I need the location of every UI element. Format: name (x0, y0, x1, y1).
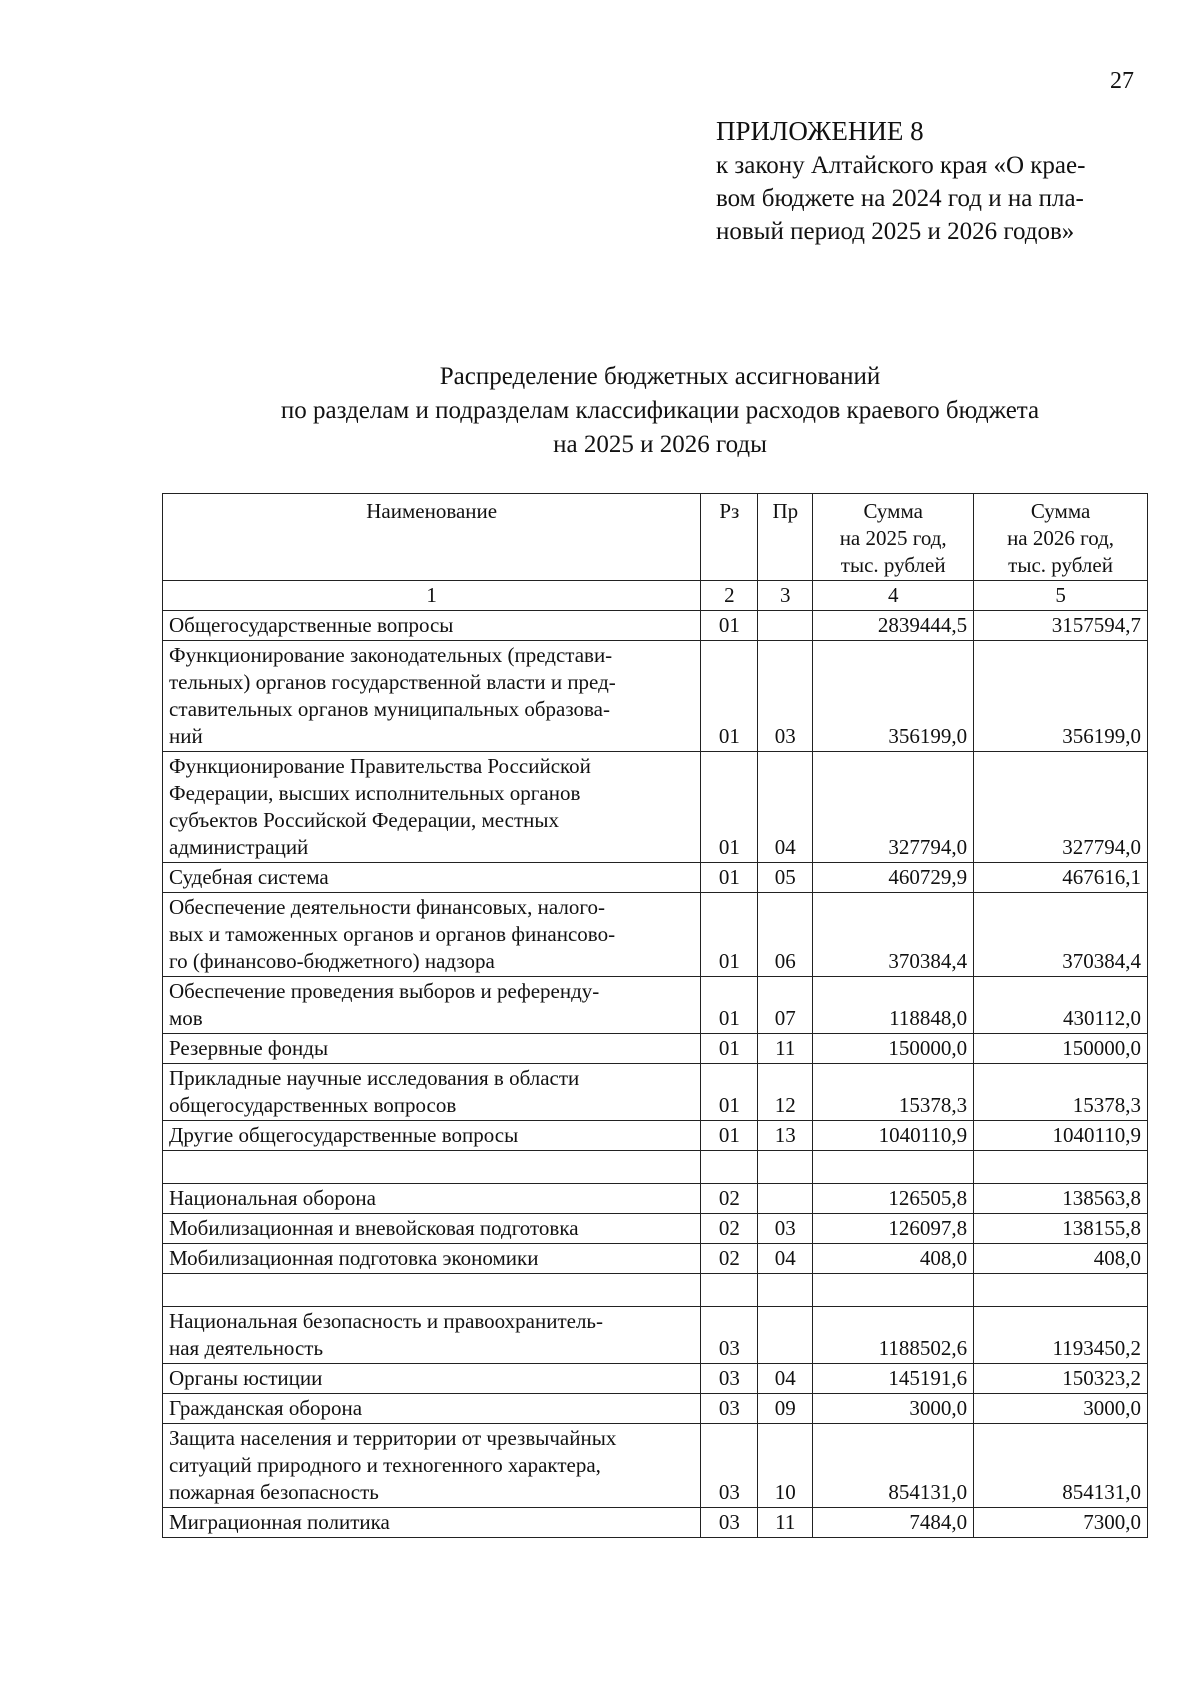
row-sum-2026: 150000,0 (974, 1034, 1148, 1064)
row-name (163, 1034, 701, 1064)
row-name-line: ставительных органов муниципальных образова- (169, 697, 610, 721)
header-name: Наименование (163, 494, 701, 581)
table-row (163, 1307, 1148, 1364)
row-pr: 05 (758, 863, 813, 893)
row-sum-2025: 126097,8 (813, 1214, 974, 1244)
table-row (163, 1121, 1148, 1151)
row-name (163, 863, 701, 893)
row-sum-2025: 854131,0 (813, 1424, 974, 1508)
table-row (163, 1034, 1148, 1064)
row-rz: 03 (701, 1307, 758, 1364)
row-name-line: Гражданская оборона (169, 1396, 363, 1420)
table-cell-empty (974, 1274, 1148, 1307)
row-sum-2025: 150000,0 (813, 1034, 974, 1064)
row-pr: 03 (758, 641, 813, 752)
row-sum-2026: 467616,1 (974, 863, 1148, 893)
table-row-empty (163, 1274, 1148, 1307)
row-sum-2026: 3000,0 (974, 1394, 1148, 1424)
title-line: по разделам и подразделам классификации расходов краевого бюджета (280, 397, 1040, 424)
row-name (163, 1214, 701, 1244)
row-name-line: субъектов Российской Федерации, местных (169, 808, 559, 832)
table-cell-empty (758, 1151, 813, 1184)
row-name (163, 1364, 701, 1394)
row-name-line: администраций (169, 835, 309, 859)
row-name-line: Национальная безопасность и правоохранитель- (169, 1309, 603, 1333)
table-row (163, 1394, 1148, 1424)
column-index: 5 (974, 581, 1148, 611)
row-name-line: Мобилизационная и вневойсковая подготовка (169, 1216, 579, 1240)
table-row (163, 1184, 1148, 1214)
table-row (163, 1064, 1148, 1121)
row-name-line: вых и таможенных органов и органов финансово- (169, 922, 616, 946)
row-name (163, 752, 701, 863)
row-sum-2025: 118848,0 (813, 977, 974, 1034)
row-name (163, 1184, 701, 1214)
row-rz: 01 (701, 1064, 758, 1121)
row-sum-2026: 430112,0 (974, 977, 1148, 1034)
document-title (200, 360, 1120, 462)
row-pr: 11 (758, 1508, 813, 1538)
row-rz: 02 (701, 1244, 758, 1274)
column-index: 2 (701, 581, 758, 611)
header-line: тыс. рублей (1008, 553, 1113, 577)
row-sum-2026: 854131,0 (974, 1424, 1148, 1508)
row-pr (758, 611, 813, 641)
row-rz: 03 (701, 1508, 758, 1538)
table-row (163, 752, 1148, 863)
row-name-line: Прикладные научные исследования в области (169, 1066, 580, 1090)
row-pr: 09 (758, 1394, 813, 1424)
row-sum-2025: 327794,0 (813, 752, 974, 863)
row-rz: 01 (701, 752, 758, 863)
row-name (163, 641, 701, 752)
row-sum-2026: 15378,3 (974, 1064, 1148, 1121)
table-row-empty (163, 1151, 1148, 1184)
row-name-line: Судебная система (169, 865, 329, 889)
row-sum-2026: 3157594,7 (974, 611, 1148, 641)
row-name-line: пожарная безопасность (169, 1480, 379, 1504)
row-name (163, 1064, 701, 1121)
table-row (163, 977, 1148, 1034)
row-name-line: Функционирование Правительства Российской (169, 754, 591, 778)
header-line: Сумма (1030, 499, 1091, 523)
row-pr: 12 (758, 1064, 813, 1121)
row-name (163, 611, 701, 641)
row-name-line: Органы юстиции (169, 1366, 323, 1390)
row-sum-2026: 370384,4 (974, 893, 1148, 977)
row-sum-2025: 2839444,5 (813, 611, 974, 641)
header-row (163, 494, 1148, 581)
header-line: тыс. рублей (840, 553, 946, 577)
table-row (163, 1214, 1148, 1244)
table-body (163, 611, 1148, 1538)
row-sum-2026: 138155,8 (974, 1214, 1148, 1244)
row-pr: 07 (758, 977, 813, 1034)
row-sum-2026: 138563,8 (974, 1184, 1148, 1214)
row-sum-2026: 1193450,2 (974, 1307, 1148, 1364)
row-sum-2026: 356199,0 (974, 641, 1148, 752)
row-name (163, 977, 701, 1034)
row-name-line: ний (169, 724, 203, 748)
table-cell-empty (758, 1274, 813, 1307)
row-rz: 01 (701, 1034, 758, 1064)
row-name-line: Мобилизационная подготовка экономики (169, 1246, 539, 1270)
appendix-line: вом бюджете на 2024 год и на пла- (716, 185, 1084, 212)
header-pr: Пр (758, 494, 813, 581)
row-pr: 04 (758, 752, 813, 863)
row-sum-2026: 408,0 (974, 1244, 1148, 1274)
row-name-line: го (финансово-бюджетного) надзора (169, 949, 495, 973)
table-row (163, 863, 1148, 893)
appendix-header (716, 113, 1085, 248)
row-name (163, 1121, 701, 1151)
appendix-line: новый период 2025 и 2026 годов» (716, 218, 1075, 245)
row-rz: 03 (701, 1424, 758, 1508)
row-pr: 13 (758, 1121, 813, 1151)
row-pr: 03 (758, 1214, 813, 1244)
row-name (163, 1508, 701, 1538)
row-name-line: Общегосударственные вопросы (169, 613, 454, 637)
header-line: на 2026 год, (1007, 526, 1115, 550)
row-pr: 11 (758, 1034, 813, 1064)
row-rz: 01 (701, 1121, 758, 1151)
row-rz: 03 (701, 1394, 758, 1424)
row-pr: 04 (758, 1364, 813, 1394)
row-rz: 01 (701, 863, 758, 893)
row-sum-2025: 3000,0 (813, 1394, 974, 1424)
row-name-line: ситуаций природного и техногенного характера, (169, 1453, 601, 1477)
row-sum-2025: 15378,3 (813, 1064, 974, 1121)
header-line: Сумма (863, 499, 923, 523)
row-name-line: Защита населения и территории от чрезвычайных (169, 1426, 617, 1450)
appendix-line: к закону Алтайского края «О крае- (716, 152, 1086, 179)
row-sum-2026: 150323,2 (974, 1364, 1148, 1394)
header-rz: Рз (701, 494, 758, 581)
table-row (163, 1244, 1148, 1274)
row-rz: 03 (701, 1364, 758, 1394)
row-rz: 01 (701, 641, 758, 752)
column-index-row (163, 581, 1148, 611)
row-name-line: общегосударственных вопросов (169, 1093, 457, 1117)
row-pr: 06 (758, 893, 813, 977)
column-index: 3 (758, 581, 813, 611)
table-cell-empty (813, 1151, 974, 1184)
row-name-line: Федерации, высших исполнительных органов (169, 781, 581, 805)
title-line: Распределение бюджетных ассигнований (439, 363, 881, 390)
row-name (163, 1307, 701, 1364)
table-cell-empty (813, 1274, 974, 1307)
table-row (163, 641, 1148, 752)
row-pr (758, 1184, 813, 1214)
column-index: 4 (813, 581, 974, 611)
row-name (163, 1394, 701, 1424)
row-name-line: Миграционная политика (169, 1510, 390, 1534)
table-row (163, 1364, 1148, 1394)
row-rz: 02 (701, 1184, 758, 1214)
row-sum-2025: 1040110,9 (813, 1121, 974, 1151)
row-rz: 01 (701, 893, 758, 977)
row-name-line: Резервные фонды (169, 1036, 329, 1060)
row-sum-2026: 327794,0 (974, 752, 1148, 863)
row-rz: 01 (701, 977, 758, 1034)
table-row (163, 611, 1148, 641)
table-cell-empty (163, 1274, 701, 1307)
row-sum-2025: 126505,8 (813, 1184, 974, 1214)
row-sum-2025: 356199,0 (813, 641, 974, 752)
table-cell-empty (163, 1151, 701, 1184)
row-name-line: Обеспечение проведения выборов и референду- (169, 979, 600, 1003)
header-line: на 2025 год, (839, 526, 947, 550)
row-name-line: тельных) органов государственной власти и пред- (169, 670, 616, 694)
row-name-line: Другие общегосударственные вопросы (169, 1123, 519, 1147)
header-sum-2026 (974, 494, 1148, 581)
row-sum-2025: 408,0 (813, 1244, 974, 1274)
row-name (163, 1244, 701, 1274)
row-name-line: Функционирование законодательных (представи- (169, 643, 613, 667)
header-sum-2025 (813, 494, 974, 581)
column-index: 1 (163, 581, 701, 611)
row-pr: 10 (758, 1424, 813, 1508)
row-pr (758, 1307, 813, 1364)
row-sum-2026: 7300,0 (974, 1508, 1148, 1538)
title-line: на 2025 и 2026 годы (553, 431, 767, 458)
row-sum-2026: 1040110,9 (974, 1121, 1148, 1151)
row-rz: 01 (701, 611, 758, 641)
row-name-line: Обеспечение деятельности финансовых, налого- (169, 895, 605, 919)
row-sum-2025: 370384,4 (813, 893, 974, 977)
table-row (163, 1508, 1148, 1538)
row-sum-2025: 145191,6 (813, 1364, 974, 1394)
row-name-line: Национальная оборона (169, 1186, 376, 1210)
row-name-line: мов (169, 1006, 203, 1030)
table-cell-empty (974, 1151, 1148, 1184)
table-cell-empty (701, 1151, 758, 1184)
budget-table (162, 493, 1148, 1538)
table-row (163, 893, 1148, 977)
row-name (163, 1424, 701, 1508)
table-row (163, 1424, 1148, 1508)
appendix-title: ПРИЛОЖЕНИЕ 8 (716, 116, 924, 146)
row-pr: 04 (758, 1244, 813, 1274)
row-name-line: ная деятельность (169, 1336, 324, 1360)
page-number: 27 (1110, 68, 1134, 94)
table-cell-empty (701, 1274, 758, 1307)
row-sum-2025: 1188502,6 (813, 1307, 974, 1364)
row-sum-2025: 7484,0 (813, 1508, 974, 1538)
row-name (163, 893, 701, 977)
row-sum-2025: 460729,9 (813, 863, 974, 893)
row-rz: 02 (701, 1214, 758, 1244)
